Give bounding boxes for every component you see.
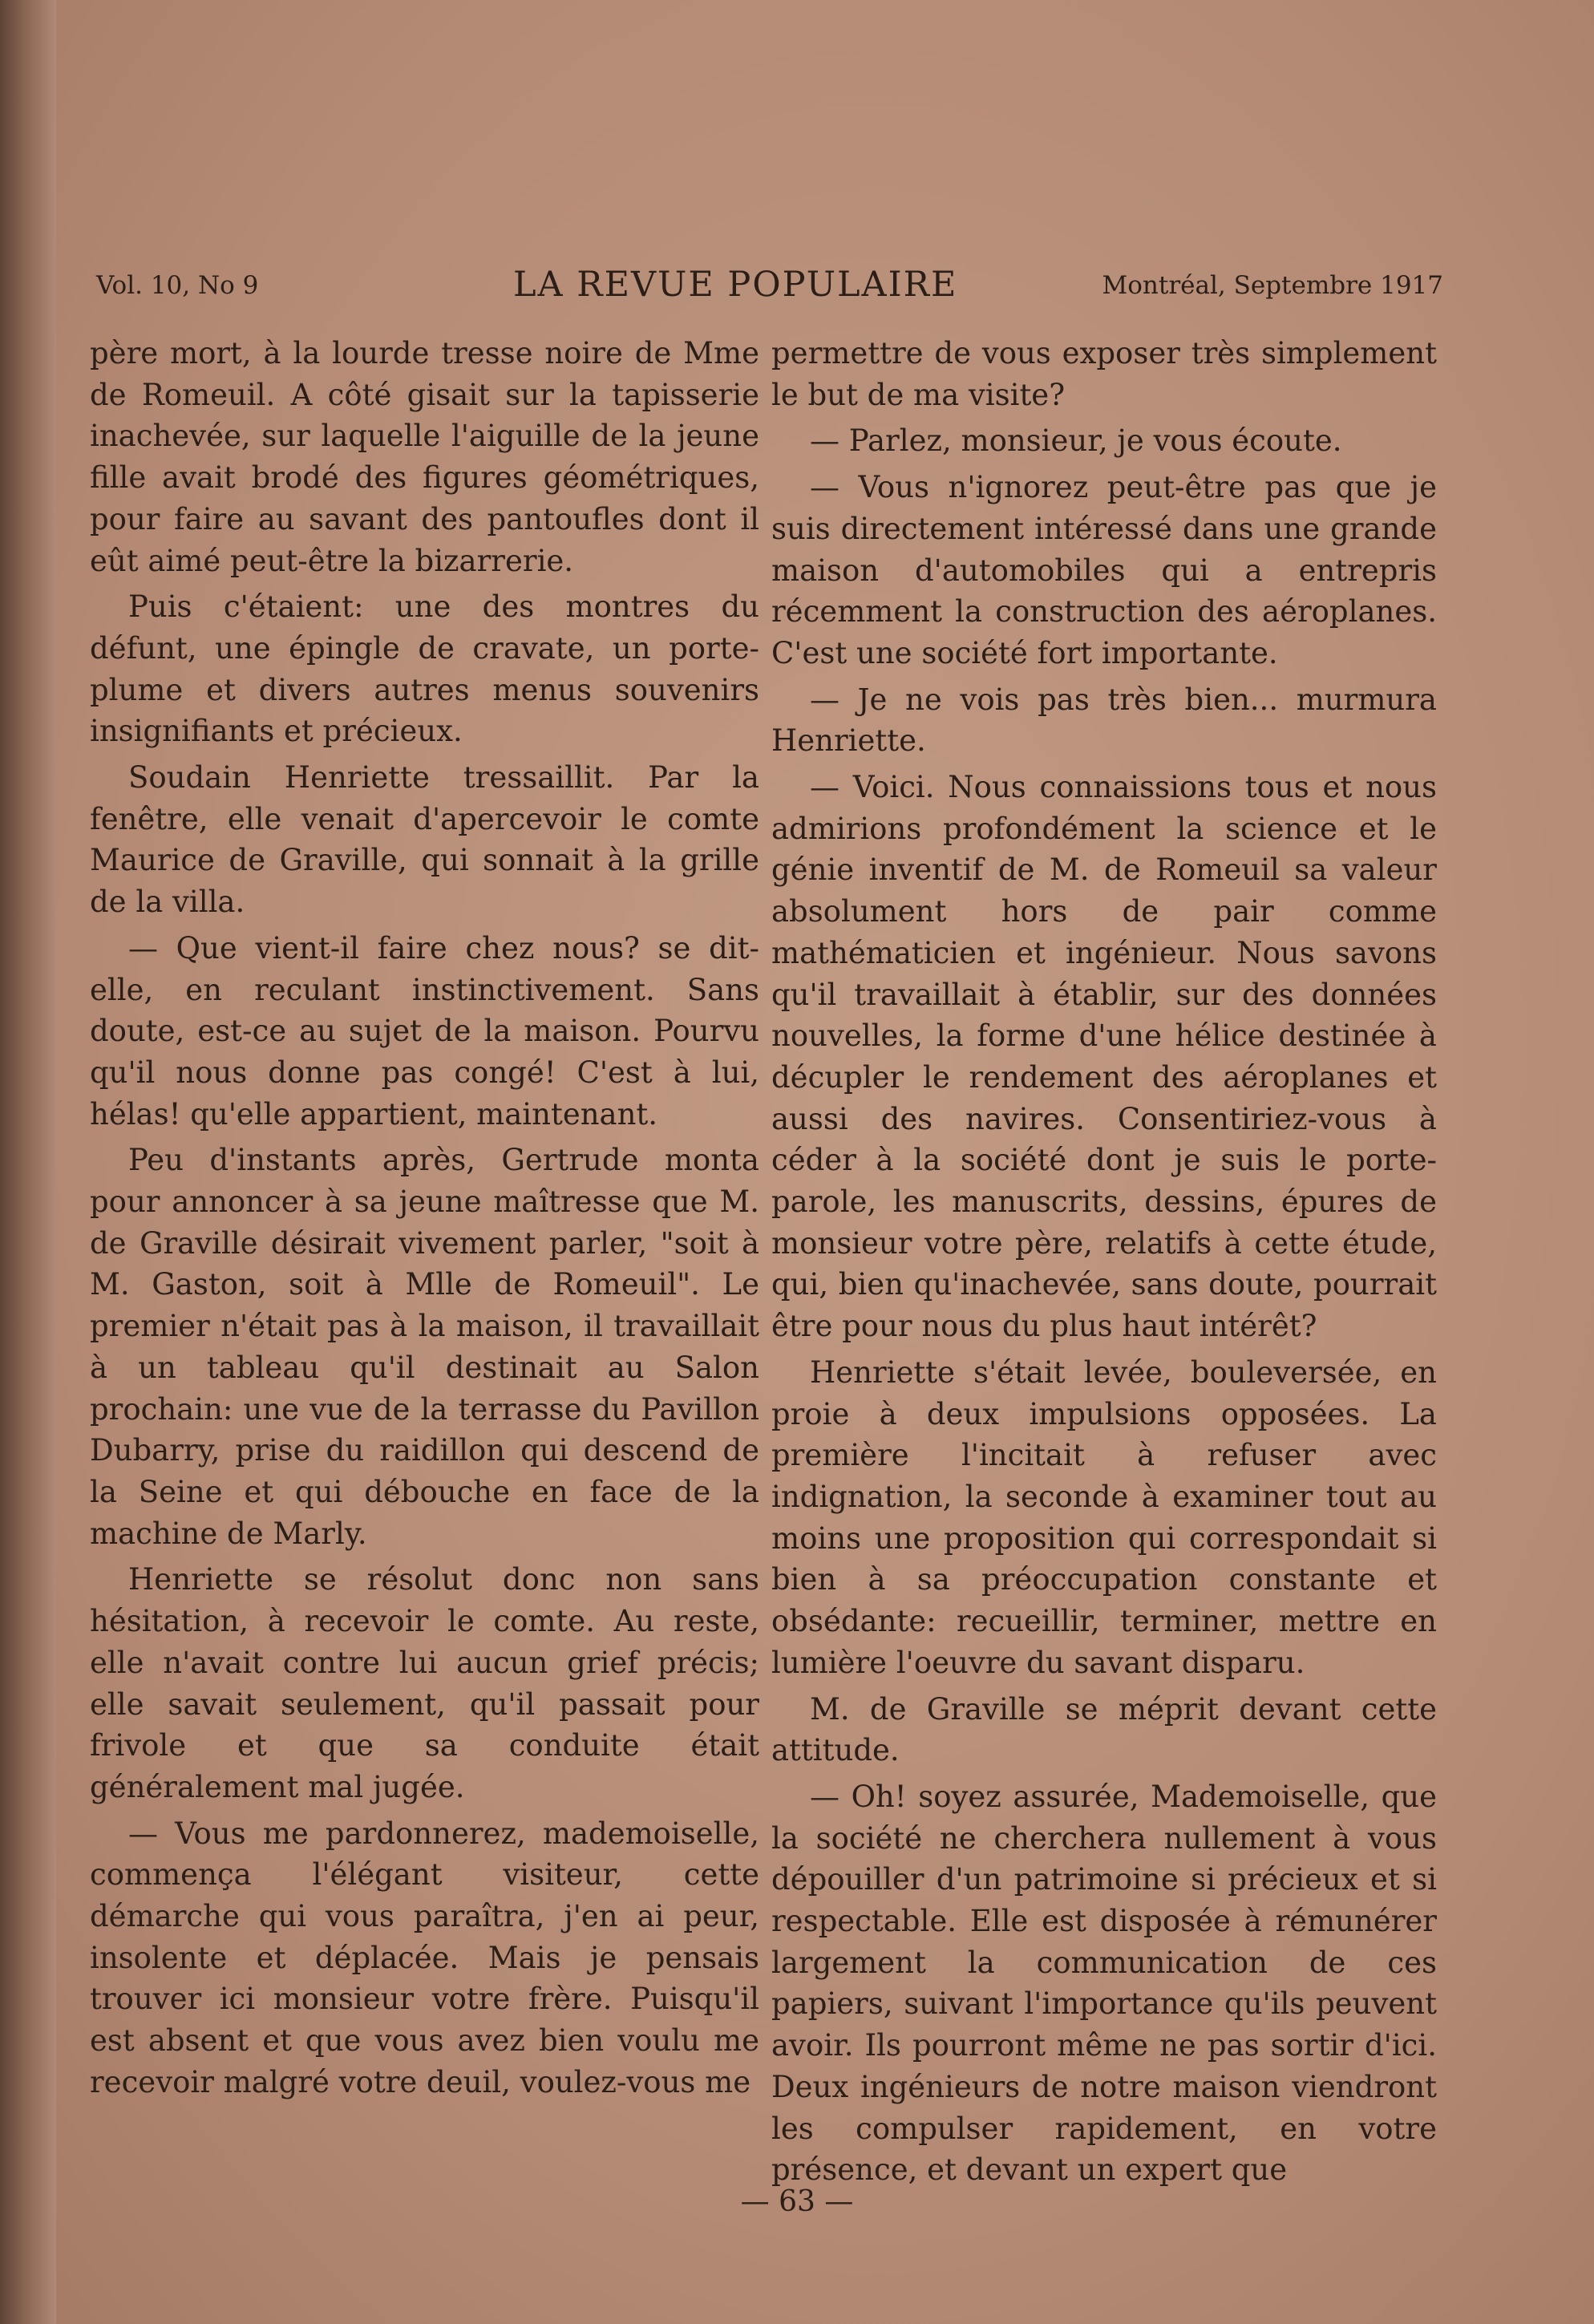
paragraph: Peu d'instants après, Gertrude monta pour annoncer à sa jeune maîtresse que M. de Graville désirait vivement parler, "soit à M. Gaston, soit à Mlle de Romeuil". Le premier n'était pas à la maison, il travaillait à un tableau qu'il destinait au Salon prochain: une vue de la terrasse du Pavillon Dubarry, prise du raidillon qui descend de la Seine et qui débouche en face de la machine de Marly. (90, 1143, 759, 1551)
paragraph: — Que vient-il faire chez nous? se dit-elle, en reculant instinctivement. Sans doute, est-ce au sujet de la maison. Pourvu qu'il nous donne pas congé! C'est à lui, hélas! qu'elle appartient, maintenant. (90, 930, 759, 1132)
page-number: — 63 — (740, 2185, 854, 2218)
binding-gutter (0, 0, 56, 2324)
journal-title: LA REVUE POPULAIRE (513, 265, 958, 305)
paragraph: permettre de vous exposer très simplement le but de ma visite? (771, 336, 1437, 412)
paragraph: — Vous n'ignorez peut-être pas que je suis directement intéressé dans une grande maison d'automobiles qui a entrepris récemment la construction des aéroplanes. C'est une société fort importante. (771, 470, 1437, 670)
paragraph: — Parlez, monsieur, je vous écoute. (810, 423, 1342, 459)
running-head (96, 265, 1443, 313)
issue-date: Montréal, Septembre 1917 (1102, 271, 1443, 300)
paragraph: — Oh! soyez assurée, Mademoiselle, que la société ne cherchera nullement à vous dépouiller d'un patrimoine si précieux et si respectable. Elle est disposée à rémunérer largement la communication de ces papiers, suivant l'importance qu'ils peuvent avoir. Ils pourront même ne pas sortir d'ici. Deux ingénieurs de notre maison viendront les compulser rapidement, en votre présence, et devant un expert que (771, 1779, 1437, 2188)
paragraph: M. de Graville se méprit devant cette attitude. (771, 1691, 1437, 1768)
paragraph: Henriette s'était levée, bouleversée, en proie à deux impulsions opposées. La première l'incitait à refuser avec indignation, la seconde à examiner tout au moins une proposition qui correspondait si bien à sa préoccupation constante et obsédante: recueillir, terminer, mettre en lumière l'oeuvre du savant disparu. (771, 1354, 1437, 1680)
paragraph: Puis c'étaient: une des montres du défunt, une épingle de cravate, un porte-plume et divers autres menus souvenirs insignifiants et précieux. (90, 589, 759, 749)
paragraph: père mort, à la lourde tresse noire de Mme de Romeuil. A côté gisait sur la tapisserie inachevée, sur laquelle l'aiguille de la jeune fille avait brodé des figures géométriques, pour faire au savant des pantoufles dont il eût aimé peut-être la bizarrerie. (90, 336, 759, 578)
volume-label: Vol. 10, No 9 (96, 271, 259, 300)
paragraph: — Je ne vois pas très bien... murmura Henriette. (771, 682, 1437, 759)
paragraph: — Vous me pardonnerez, mademoiselle, commença l'élégant visiteur, cette démarche qui vous paraîtra, j'en ai peur, insolente et déplacée. Mais je pensais trouver ici monsieur votre frère. Puisqu'il est absent et que vous avez bien voulu me recevoir malgré votre deuil, voulez-vous me (90, 1816, 759, 2099)
right-column (771, 333, 1437, 2188)
paragraph: Soudain Henriette tressaillit. Par la fenêtre, elle venait d'apercevoir le comte Maurice de Graville, qui sonnait à la grille de la villa. (90, 760, 759, 920)
paragraph: — Voici. Nous connaissions tous et nous admirions profondément la science et le génie inventif de M. de Romeuil sa valeur absolument hors de pair comme mathématicien et ingénieur. Nous savons qu'il travaillait à établir, sur des données nouvelles, la forme d'une hélice destinée à décupler le rendement des aéroplanes et aussi des navires. Consentiriez-vous à céder à la société dont je suis le porte-parole, les manuscrits, dessins, épures de monsieur votre père, relatifs à cette étude, qui, bien qu'inachevée, sans doute, pourrait être pour nous du plus haut intérêt? (771, 770, 1437, 1344)
paragraph: Henriette se résolut donc non sans hésitation, à recevoir le comte. Au reste, elle n'avait contre lui aucun grief précis; elle savait seulement, qu'il passait pour frivole et que sa conduite était généralement mal jugée. (90, 1562, 759, 1804)
left-column (90, 333, 759, 2161)
